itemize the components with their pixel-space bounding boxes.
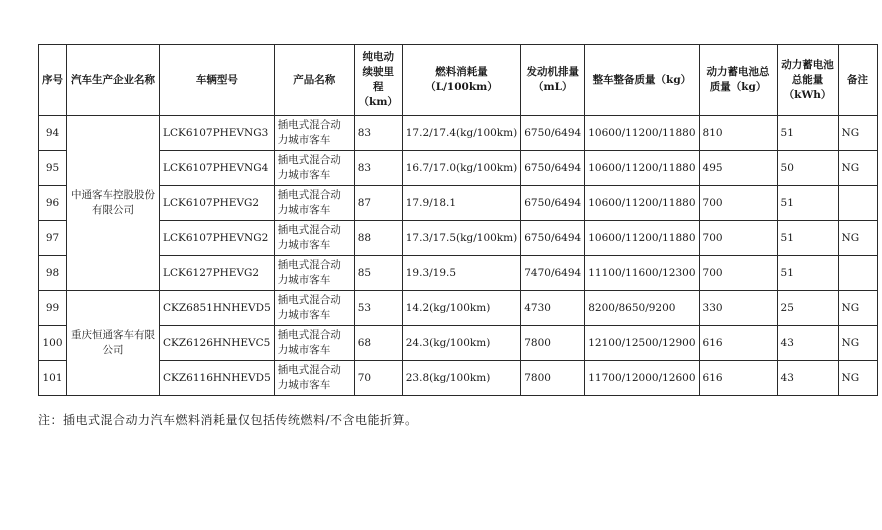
cell-product-name: 插电式混合动力城市客车	[274, 326, 354, 361]
cell-battery-mass: 700	[699, 256, 777, 291]
cell-battery-mass: 616	[699, 361, 777, 396]
cell-engine-displacement: 6750/6494	[521, 151, 585, 186]
cell-fuel-consumption: 14.2(kg/100km)	[402, 291, 520, 326]
cell-electric-range: 68	[354, 326, 402, 361]
header-battery-energy: 动力蓄电池总能量（kWh）	[777, 45, 838, 116]
cell-serial-no: 97	[39, 221, 67, 256]
cell-manufacturer: 中通客车控股股份有限公司	[67, 116, 160, 291]
cell-vehicle-model: CKZ6116HNHEVD5	[160, 361, 275, 396]
cell-remarks: NG	[838, 151, 877, 186]
cell-vehicle-model: CKZ6851HNHEVD5	[160, 291, 275, 326]
cell-vehicle-model: LCK6107PHEVNG3	[160, 116, 275, 151]
table-row	[39, 221, 878, 256]
cell-remarks: NG	[838, 326, 877, 361]
header-battery-mass: 动力蓄电池总质量（kg）	[699, 45, 777, 116]
cell-serial-no: 100	[39, 326, 67, 361]
cell-remarks: NG	[838, 221, 877, 256]
cell-curb-mass: 10600/11200/11880	[585, 151, 699, 186]
table-row	[39, 326, 878, 361]
cell-remarks: NG	[838, 116, 877, 151]
cell-product-name: 插电式混合动力城市客车	[274, 221, 354, 256]
cell-curb-mass: 12100/12500/12900	[585, 326, 699, 361]
cell-battery-energy: 43	[777, 326, 838, 361]
cell-product-name: 插电式混合动力城市客车	[274, 256, 354, 291]
header-remarks: 备注	[838, 45, 877, 116]
table-row	[39, 116, 878, 151]
header-fuel-consumption: 燃料消耗量（L/100km）	[402, 45, 520, 116]
cell-curb-mass: 8200/8650/9200	[585, 291, 699, 326]
cell-manufacturer: 重庆恒通客车有限公司	[67, 291, 160, 396]
cell-battery-mass: 700	[699, 221, 777, 256]
cell-engine-displacement: 7800	[521, 326, 585, 361]
cell-vehicle-model: LCK6127PHEVG2	[160, 256, 275, 291]
cell-electric-range: 83	[354, 151, 402, 186]
cell-engine-displacement: 6750/6494	[521, 221, 585, 256]
cell-engine-displacement: 7800	[521, 361, 585, 396]
cell-curb-mass: 11700/12000/12600	[585, 361, 699, 396]
cell-serial-no: 99	[39, 291, 67, 326]
cell-electric-range: 87	[354, 186, 402, 221]
cell-vehicle-model: LCK6107PHEVNG2	[160, 221, 275, 256]
header-manufacturer: 汽车生产企业名称	[67, 45, 160, 116]
cell-fuel-consumption: 19.3/19.5	[402, 256, 520, 291]
cell-battery-energy: 25	[777, 291, 838, 326]
cell-battery-mass: 495	[699, 151, 777, 186]
vehicle-spec-sheet	[38, 44, 878, 396]
cell-curb-mass: 10600/11200/11880	[585, 116, 699, 151]
cell-product-name: 插电式混合动力城市客车	[274, 291, 354, 326]
cell-battery-energy: 51	[777, 116, 838, 151]
cell-fuel-consumption: 17.2/17.4(kg/100km)	[402, 116, 520, 151]
cell-remarks	[838, 186, 877, 221]
cell-vehicle-model: LCK6107PHEVNG4	[160, 151, 275, 186]
cell-product-name: 插电式混合动力城市客车	[274, 186, 354, 221]
cell-curb-mass: 10600/11200/11880	[585, 186, 699, 221]
cell-vehicle-model: CKZ6126HNHEVC5	[160, 326, 275, 361]
cell-battery-energy: 51	[777, 186, 838, 221]
cell-serial-no: 101	[39, 361, 67, 396]
cell-electric-range: 85	[354, 256, 402, 291]
header-serial-no: 序号	[39, 45, 67, 116]
cell-vehicle-model: LCK6107PHEVG2	[160, 186, 275, 221]
cell-fuel-consumption: 23.8(kg/100km)	[402, 361, 520, 396]
cell-battery-energy: 50	[777, 151, 838, 186]
cell-fuel-consumption: 24.3(kg/100km)	[402, 326, 520, 361]
cell-remarks: NG	[838, 291, 877, 326]
cell-battery-energy: 51	[777, 221, 838, 256]
cell-serial-no: 96	[39, 186, 67, 221]
table-row	[39, 256, 878, 291]
cell-remarks: NG	[838, 361, 877, 396]
cell-serial-no: 94	[39, 116, 67, 151]
cell-battery-energy: 43	[777, 361, 838, 396]
cell-serial-no: 98	[39, 256, 67, 291]
table-row	[39, 361, 878, 396]
header-engine-displacement: 发动机排量（mL）	[521, 45, 585, 116]
cell-curb-mass: 11100/11600/12300	[585, 256, 699, 291]
cell-remarks	[838, 256, 877, 291]
cell-product-name: 插电式混合动力城市客车	[274, 116, 354, 151]
cell-electric-range: 83	[354, 116, 402, 151]
cell-electric-range: 70	[354, 361, 402, 396]
cell-battery-energy: 51	[777, 256, 838, 291]
cell-battery-mass: 616	[699, 326, 777, 361]
table-header-row	[39, 45, 878, 116]
header-vehicle-model: 车辆型号	[160, 45, 275, 116]
cell-engine-displacement: 6750/6494	[521, 186, 585, 221]
header-product-name: 产品名称	[274, 45, 354, 116]
header-curb-mass: 整车整备质量（kg）	[585, 45, 699, 116]
cell-engine-displacement: 4730	[521, 291, 585, 326]
table-row	[39, 291, 878, 326]
header-electric-range: 纯电动续驶里程（km）	[354, 45, 402, 116]
cell-battery-mass: 700	[699, 186, 777, 221]
table-row	[39, 186, 878, 221]
cell-fuel-consumption: 17.3/17.5(kg/100km)	[402, 221, 520, 256]
cell-electric-range: 53	[354, 291, 402, 326]
cell-electric-range: 88	[354, 221, 402, 256]
cell-serial-no: 95	[39, 151, 67, 186]
cell-fuel-consumption: 16.7/17.0(kg/100km)	[402, 151, 520, 186]
cell-product-name: 插电式混合动力城市客车	[274, 151, 354, 186]
cell-product-name: 插电式混合动力城市客车	[274, 361, 354, 396]
footnote: 注：插电式混合动力汽车燃料消耗量仅包括传统燃料/不含电能折算。	[38, 413, 418, 427]
cell-battery-mass: 810	[699, 116, 777, 151]
table-row	[39, 151, 878, 186]
cell-engine-displacement: 7470/6494	[521, 256, 585, 291]
cell-engine-displacement: 6750/6494	[521, 116, 585, 151]
cell-fuel-consumption: 17.9/18.1	[402, 186, 520, 221]
cell-battery-mass: 330	[699, 291, 777, 326]
cell-curb-mass: 10600/11200/11880	[585, 221, 699, 256]
vehicle-spec-table	[38, 44, 878, 396]
